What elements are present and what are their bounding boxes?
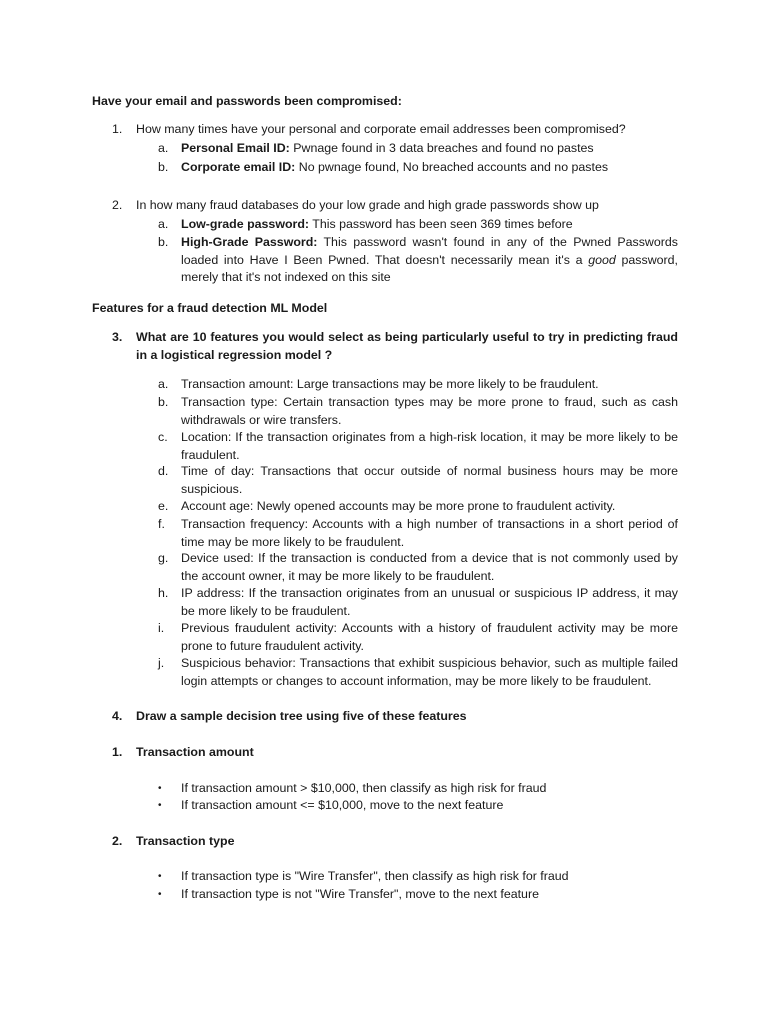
item-label: Personal Email ID:: [181, 141, 290, 155]
question-number: 4.: [112, 709, 123, 723]
list-item: Transaction type: Certain transaction types may be more prone to fraud, such as cash withdrawals or wire transfers.: [181, 395, 678, 427]
rule-item: If transaction type is not "Wire Transfer", move to the next feature: [181, 887, 539, 901]
list-item: Transaction amount: Large transactions may be more likely to be fraudulent.: [181, 377, 599, 391]
item-text: No pwnage found, No breached accounts and no pastes: [295, 160, 609, 174]
item-text: password, merely that it's not indexed on this site: [181, 252, 678, 285]
question-text: How many times have your personal and corporate email addresses been compromised?: [136, 122, 626, 136]
item-label: Low-grade password:: [181, 217, 310, 231]
item-letter: j.: [158, 656, 165, 670]
item-label: High-Grade Password:: [181, 235, 318, 249]
bullet-icon: •: [158, 783, 162, 794]
question-text: In how many fraud databases do your low grade and high grade passwords show up: [136, 198, 599, 212]
item-text: This password wasn't found in any of the Pwned Passwords loaded into Have I Been Pwned. That doesn't necessarily mean it's a: [181, 235, 678, 267]
question-number: 3.: [112, 330, 123, 344]
question-number: 1.: [112, 122, 123, 136]
item-letter: g.: [158, 551, 169, 565]
bullet-icon: •: [158, 889, 162, 900]
list-item: Account age: Newly opened accounts may be more prone to fraudulent activity.: [181, 499, 616, 513]
bullet-icon: •: [158, 800, 162, 811]
item-letter: a.: [158, 377, 169, 391]
item-label: Corporate email ID:: [181, 160, 296, 174]
list-item: [181, 234, 678, 287]
item-letter: b.: [158, 160, 169, 174]
step-title: Transaction amount: [136, 745, 254, 759]
list-item: Previous fraudulent activity: Accounts with a history of fraudulent activity may be more prone to future fraudulent activity.: [181, 621, 678, 653]
item-emphasis: good: [588, 252, 616, 267]
question-text: Draw a sample decision tree using five of these features: [136, 709, 467, 723]
list-item: Location: If the transaction originates from a high-risk location, it may be more likely to be fraudulent.: [181, 430, 678, 462]
item-letter: h.: [158, 586, 169, 600]
list-item: [181, 159, 678, 177]
rule-item: If transaction amount <= $10,000, move to the next feature: [181, 798, 504, 812]
item-letter: d.: [158, 464, 169, 478]
list-item: Time of day: Transactions that occur outside of normal business hours may be more suspicious.: [181, 464, 678, 496]
bullet-icon: •: [158, 871, 162, 882]
step-number: 2.: [112, 834, 123, 848]
rule-item: If transaction type is "Wire Transfer", then classify as high risk for fraud: [181, 869, 569, 883]
item-text: This password has been seen 369 times before: [309, 217, 573, 231]
item-letter: b.: [158, 395, 169, 409]
step-title: Transaction type: [136, 834, 235, 848]
list-item: Device used: If the transaction is conducted from a device that is not commonly used by the account owner, it may be more likely to be fraudulent.: [181, 551, 678, 583]
question-text: What are 10 features you would select as being particularly useful to try in predicting fraud in a logistical regression model ?: [136, 330, 678, 362]
step-number: 1.: [112, 745, 123, 759]
list-item: Suspicious behavior: Transactions that exhibit suspicious behavior, such as multiple failed login attempts or changes to account information, may be more likely to be fraudulent.: [181, 656, 678, 688]
section-heading-features: Features for a fraud detection ML Model: [92, 301, 328, 315]
item-letter: a.: [158, 217, 169, 231]
section-heading-compromised: Have your email and passwords been compromised:: [92, 94, 402, 108]
item-letter: f.: [158, 517, 165, 531]
item-letter: c.: [158, 430, 168, 444]
list-item: Transaction frequency: Accounts with a high number of transactions in a short period of time may be more likely to be fraudulent.: [181, 517, 678, 549]
list-item: [181, 140, 678, 158]
list-item: IP address: If the transaction originates from an unusual or suspicious IP address, it may be more likely to be fraudulent.: [181, 586, 678, 618]
item-text: Pwnage found in 3 data breaches and found no pastes: [289, 141, 594, 155]
item-letter: e.: [158, 499, 169, 513]
question-number: 2.: [112, 198, 123, 212]
item-letter: a.: [158, 141, 169, 155]
item-letter: b.: [158, 235, 169, 249]
list-item: [181, 216, 678, 234]
item-letter: i.: [158, 621, 165, 635]
rule-item: If transaction amount > $10,000, then classify as high risk for fraud: [181, 781, 547, 795]
